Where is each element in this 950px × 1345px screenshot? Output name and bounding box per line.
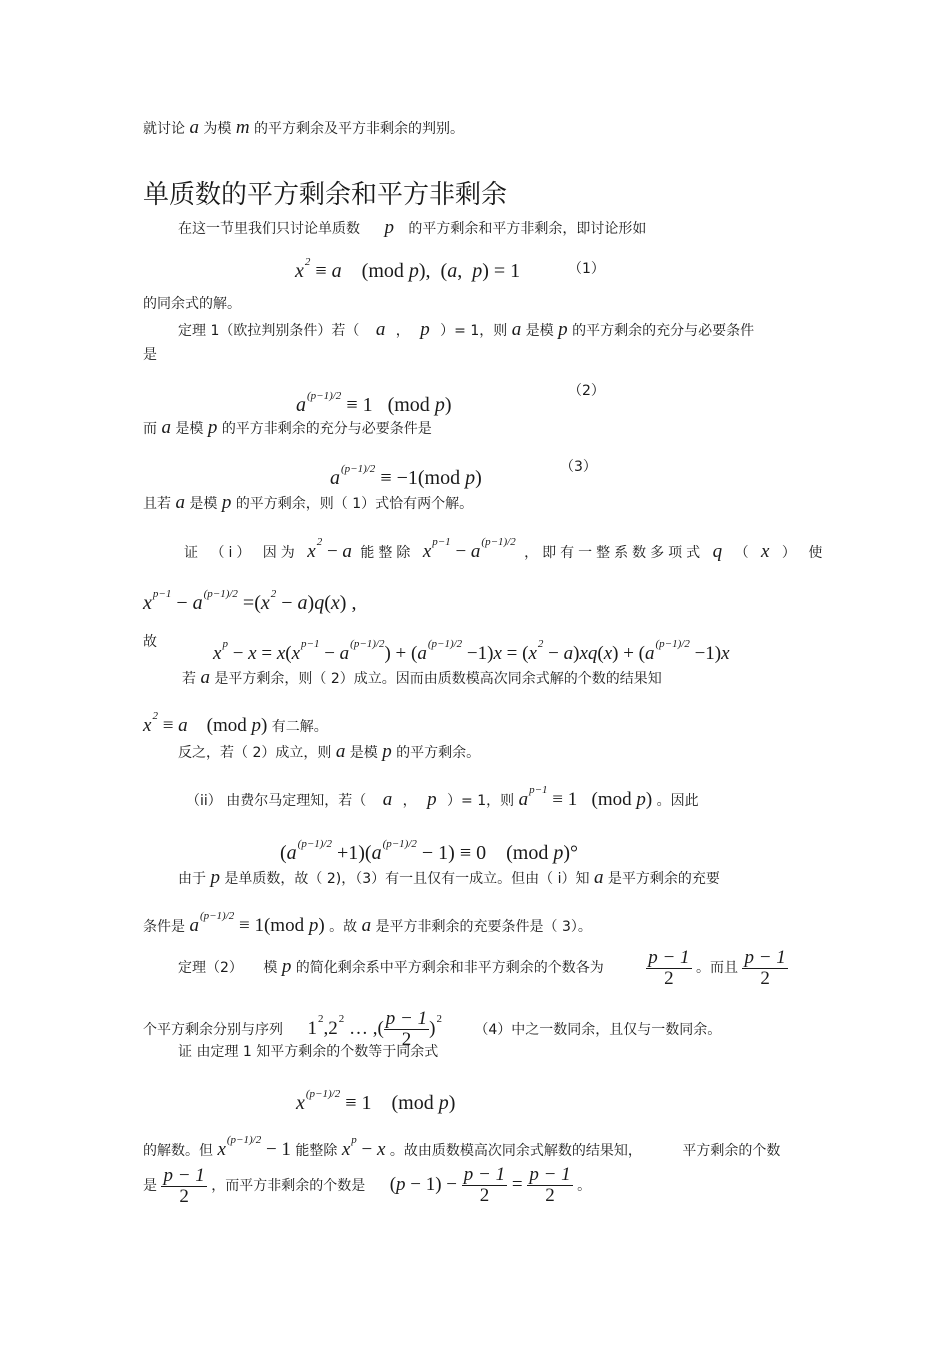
- paragraph-11: [143, 1130, 780, 1161]
- theorem-1: [178, 320, 754, 341]
- var-a: a: [593, 867, 604, 888]
- var-q: q: [712, 541, 727, 562]
- var-a: a: [175, 492, 185, 513]
- text: 。因此: [656, 793, 699, 809]
- text: 能整除: [295, 1143, 338, 1159]
- proof-i: [184, 532, 826, 563]
- paragraph-4: [143, 493, 473, 514]
- text: 是平方剩余的充要: [607, 871, 720, 887]
- text: ）= 1，则: [440, 323, 508, 339]
- text: 就讨论: [143, 121, 185, 137]
- var-x: x: [761, 541, 774, 562]
- paragraph-8: [178, 868, 720, 889]
- theorem-1-cont: 是: [143, 347, 157, 363]
- text: ，即有一整系数多项式: [524, 545, 705, 561]
- text: 条件是: [143, 919, 185, 935]
- paragraph-6: [143, 706, 328, 737]
- math-x2-a: $x^2 - a$: [307, 536, 352, 562]
- text: 在这一节里我们只讨论单质数: [178, 221, 360, 237]
- text: 的平方剩余，则（ 1）式恰有两个解。: [235, 496, 474, 512]
- fraction-p-1-over-2: $\frac{p - 1}{2}$: [463, 1164, 506, 1207]
- equation-3: $a^{(p-1)/2} \equiv -1(mod$ p): [330, 463, 482, 489]
- equation-number-2: （2）: [568, 383, 605, 399]
- text: 反之，若（ 2）成立，则: [178, 745, 332, 761]
- text: 是模: [349, 745, 378, 761]
- equation-product: $(a^{(p-1)/2} +1)(a^{(p-1)/2} - 1) \equiv 0$ (mod p)°: [280, 838, 579, 864]
- text: 有二解。: [271, 719, 328, 735]
- var-m: m: [235, 117, 250, 138]
- var-p: p: [207, 417, 218, 438]
- text: ，而平方非剩余的个数是: [211, 1178, 366, 1194]
- var-p: p: [427, 789, 437, 810]
- var-a: a: [361, 915, 372, 936]
- math-x2-mod: $x^2 \equiv a$ (mod p): [143, 710, 268, 736]
- equation-number-3: （3）: [560, 459, 597, 475]
- text: ，: [402, 793, 417, 809]
- intro-line: [143, 118, 464, 139]
- paragraph-1: [178, 218, 646, 239]
- text: 的简化剩余系中平方剩余和非平方剩余的个数各为: [295, 960, 604, 976]
- proof-2: 证 由定理 1 知平方剩余的个数等于同余式: [178, 1044, 439, 1060]
- text: 的平方剩余及平方非剩余的判别。: [254, 121, 465, 137]
- paragraph-7: [178, 742, 480, 763]
- text: 是模: [189, 496, 218, 512]
- section-title: 单质数的平方剩余和平方非剩余: [143, 180, 508, 210]
- paragraph-9: [143, 906, 592, 937]
- text: 定理（2）: [178, 960, 243, 976]
- text: 是模: [175, 421, 204, 437]
- text: 若: [182, 671, 196, 687]
- var-a: a: [200, 667, 210, 688]
- text: 定理 1（欧拉判别条件）若（: [178, 323, 360, 339]
- text: ，: [395, 323, 410, 339]
- equation-q-factor: $x^{p-1} - a^{(p-1)/2} =(x^2 - a)q(x)$ ,: [143, 588, 357, 614]
- var-p: p: [382, 741, 392, 762]
- math-xp-x: $x^p - x$: [341, 1134, 386, 1160]
- var-a: a: [161, 417, 171, 438]
- math-xp1-a: $x^{p-1} - a^{(p-1)/2}$: [422, 536, 516, 562]
- text: （ii） 由费尔马定理知，若（: [186, 793, 367, 809]
- var-a: a: [375, 319, 386, 340]
- text: ）= 1，则: [447, 793, 515, 809]
- var-a: a: [335, 741, 346, 762]
- math-x-half-minus-1: $x^{(p-1)/2} - 1$: [217, 1134, 291, 1160]
- text: 由于: [178, 871, 206, 887]
- var-p: p: [221, 492, 232, 513]
- text: 个平方剩余分别与序列: [143, 1022, 283, 1038]
- var-p: p: [281, 956, 292, 977]
- text: （: [734, 545, 753, 561]
- math-euler-cond: $a^{(p-1)/2} \equiv 1(mod$ p): [189, 910, 325, 936]
- paragraph-2: 的同余式的解。: [143, 296, 241, 312]
- equation-count: $x^{(p-1)/2} \equiv 1$ (mod p): [296, 1088, 456, 1114]
- text: 的平方剩余的充分与必要条件: [572, 323, 755, 339]
- text: 。: [577, 1178, 592, 1194]
- text: 是: [143, 1178, 157, 1194]
- fraction-p-1-over-2: $\frac{p - 1}{2}$: [648, 946, 690, 989]
- fraction-p-1-over-2: $\frac{p - 1}{2}$: [163, 1164, 205, 1207]
- var-a: a: [511, 319, 522, 340]
- text: 模: [263, 960, 278, 976]
- paragraph-12: [143, 1162, 591, 1209]
- var-p: p: [210, 867, 220, 888]
- text: 是模: [525, 323, 554, 339]
- equation-1: $x^2 \equiv a$ (mod p), (a, p) = 1: [295, 256, 521, 282]
- theorem-2: [178, 944, 788, 991]
- fraction-p-1-over-2: $\frac{p - 1}{2}$: [529, 1164, 571, 1207]
- var-p: p: [558, 319, 568, 340]
- text: 的平方非剩余的充分与必要条件是: [221, 421, 432, 437]
- equation-number-1: （1）: [568, 261, 605, 277]
- proof-ii: [186, 780, 699, 811]
- text: 。而且: [696, 960, 739, 976]
- text: 是单质数，故（ 2)，（3）有一且仅有一成立。但由（ i）知: [224, 871, 590, 887]
- text: 的平方剩余和平方非剩余，即讨论形如: [408, 221, 647, 237]
- text: ）: [781, 545, 800, 561]
- math-fermat: $a^{p-1} \equiv 1$ (mod p): [518, 784, 653, 810]
- math-nonresidue-count: (p − 1) − $\frac{p - 1}{2}$ = $\frac{p - 1}{2}$: [389, 1164, 571, 1207]
- fraction-p-1-over-2: $\frac{p - 1}{2}$: [385, 1008, 428, 1051]
- equation-xp-x: $x^p - x = x(x^{p-1} - a^{(p-1)/2}) + (a^{(p-1)/2} -1)x = (x^2 - a)xq(x) + (a^{(p-1)/2} -1)x$: [213, 638, 730, 664]
- paragraph-5: [182, 668, 662, 689]
- equation-2: $a^{(p-1)/2} \equiv 1$ (mod p): [296, 390, 452, 416]
- text: 为模: [203, 121, 232, 137]
- text: 的平方剩余。: [396, 745, 481, 761]
- fraction-p-1-over-2: $\frac{p - 1}{2}$: [744, 946, 786, 989]
- text: 而: [143, 421, 157, 437]
- text: 证 （i） 因为: [184, 545, 299, 561]
- math-sequence: $1^2,2^2$ … ,( $\frac{p - 1}{2}$ )$^2$: [307, 1008, 442, 1051]
- text: 的解数。但: [143, 1143, 213, 1159]
- text: （4）中之一数同余，且仅与一数同余。: [474, 1022, 722, 1038]
- text: 能整除: [360, 545, 415, 561]
- text: 是平方非剩余的充要条件是（ 3）。: [375, 919, 592, 935]
- text: 是平方剩余，则（ 2）成立。因而由质数模高次同余式解的个数的结果知: [214, 671, 662, 687]
- text: 且若: [143, 496, 171, 512]
- text: 。故: [329, 919, 358, 935]
- var-a: a: [382, 789, 393, 810]
- var-p: p: [384, 217, 394, 238]
- text: 。故由质数模高次同余式解数的结果知，: [389, 1143, 642, 1159]
- gu-label: 故: [143, 634, 157, 650]
- var-p: p: [420, 319, 430, 340]
- text: 平方剩余的个数: [682, 1143, 781, 1159]
- text: 使: [808, 545, 827, 561]
- var-a: a: [189, 117, 199, 138]
- paragraph-3: [143, 418, 432, 439]
